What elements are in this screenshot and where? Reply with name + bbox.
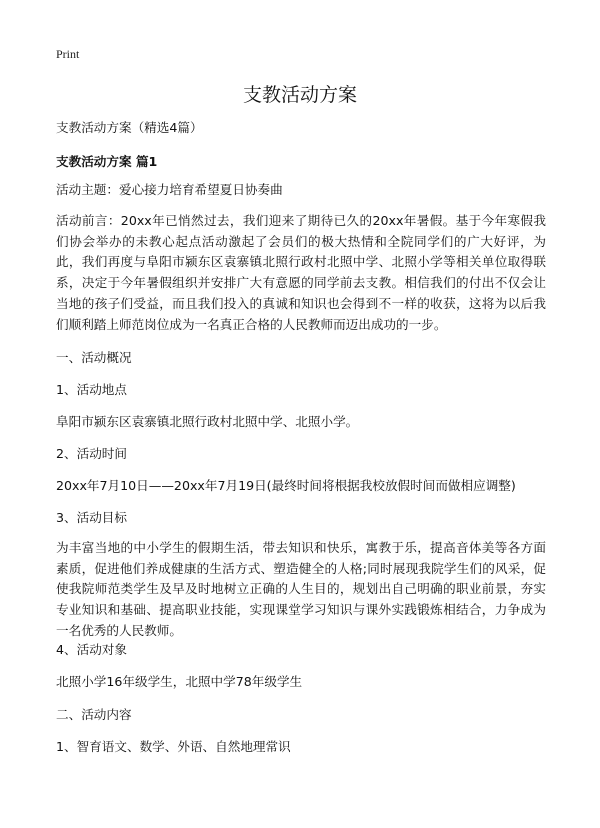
activity-preface: 活动前言：20xx年已悄然过去，我们迎来了期待已久的20xx年暑假。基于今年寒假我们协会举办的未教心起点活动激起了会员们的极大热情和全院同学们的广大好评，为此，我们再度与阜阳市颍东区袁寨镇北照行政村北照中学、北照小学等相关单位取得联系，决定于今年暑假组织并安排广大有意愿的同学前去支教。相信我们的付出不仅会让当地的孩子们受益，而且我们投入的真诚和知识也会得到不一样的收获，这将为以后我们顺利踏上师范岗位成为一名真正合格的人民教师而迈出成功的一步。 <box>56 213 546 332</box>
content-item: 1、智育语文、数学、外语、自然地理常识 <box>56 739 291 754</box>
overview-heading: 一、活动概况 <box>56 350 132 365</box>
content-heading: 二、活动内容 <box>56 707 132 722</box>
section-heading: 支教活动方案 篇1 <box>56 154 158 169</box>
location-heading: 1、活动地点 <box>56 382 127 397</box>
goal-text: 为丰富当地的中小学生的假期生活，带去知识和快乐，寓教于乐，提高音体美等各方面素质，促进他们养成健康的生活方式、塑造健全的人格;同时展现我院学生们的风采，促使我院师范类学生及早及时地树立正确的人生目的，规划出自己明确的职业前景，夯实专业知识和基础、提高职业技能，实现课堂学习知识与课外实践锻炼相结合，力争成为一名优秀的人民教师。 <box>56 540 546 638</box>
activity-theme: 活动主题：爱心接力培育希望夏日协奏曲 <box>56 182 283 197</box>
document-subtitle: 支教活动方案（精选4篇） <box>56 120 203 135</box>
time-text: 20xx年7月10日——20xx年7月19日(最终时间将根据我校放假时间而做相应调整) <box>56 478 516 493</box>
time-heading: 2、活动时间 <box>56 446 127 461</box>
target-text: 北照小学16年级学生，北照中学78年级学生 <box>56 674 303 689</box>
location-text: 阜阳市颍东区袁寨镇北照行政村北照中学、北照小学。 <box>56 414 359 429</box>
goal-heading: 3、活动目标 <box>56 510 127 525</box>
target-heading: 4、活动对象 <box>56 642 127 657</box>
print-label: Print <box>56 47 80 61</box>
page-title: 支教活动方案 <box>242 84 357 106</box>
